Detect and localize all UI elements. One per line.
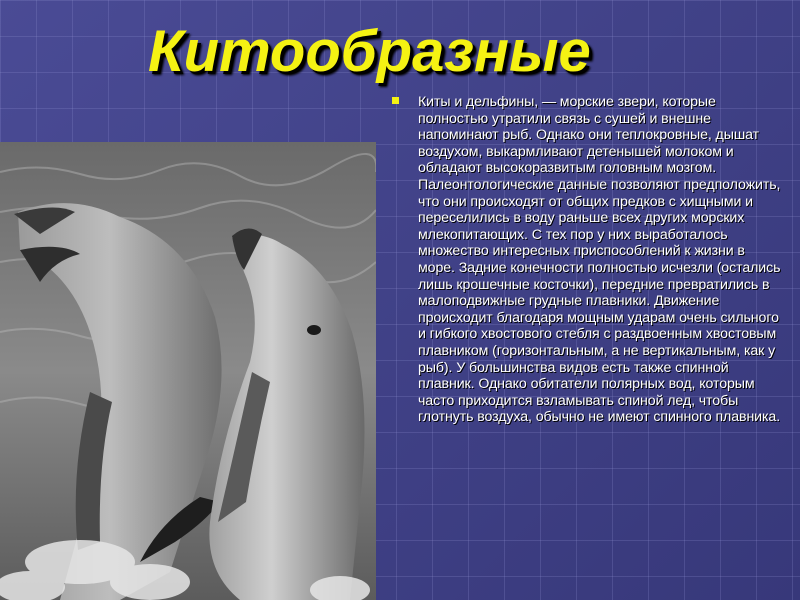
slide-body-text: Киты и дельфины, — морские звери, которые полностью утратили связь с сушей и внешне напоминают рыб. Однако они теплокровные, дышат воздухом, выкармливают детенышей молоком и обладают высокоразвитым головным мозгом. Палеонтологические данные позволяют предположить, что они происходят от общих предков с хищными и переселились в воду раньше всех других морских млекопитающих. С тех пор у них выработалось множество интересных приспособлений к жизни в море. Задние конечности полностью исчезли (остались лишь крошечные косточки), передние превратились в малоподвижные грудные плавники. Движение происходит благодаря мощным ударам очень сильного и гибкого хвостового стебля с раздвоенным хвостовым плавником (горизонтальным, а не вертикальным, как у рыб). У большинства видов есть также спинной плавник. Однако обитатели полярных вод, которым часто приходится взламывать спиной лед, чтобы глотнуть воздуха, обычно не имеют спинного плавника. (418, 94, 781, 426)
slide-text-block (392, 94, 792, 426)
slide-title: Китообразные (148, 19, 591, 84)
dolphins-photo-icon (0, 142, 376, 600)
bullet-icon (392, 97, 399, 104)
